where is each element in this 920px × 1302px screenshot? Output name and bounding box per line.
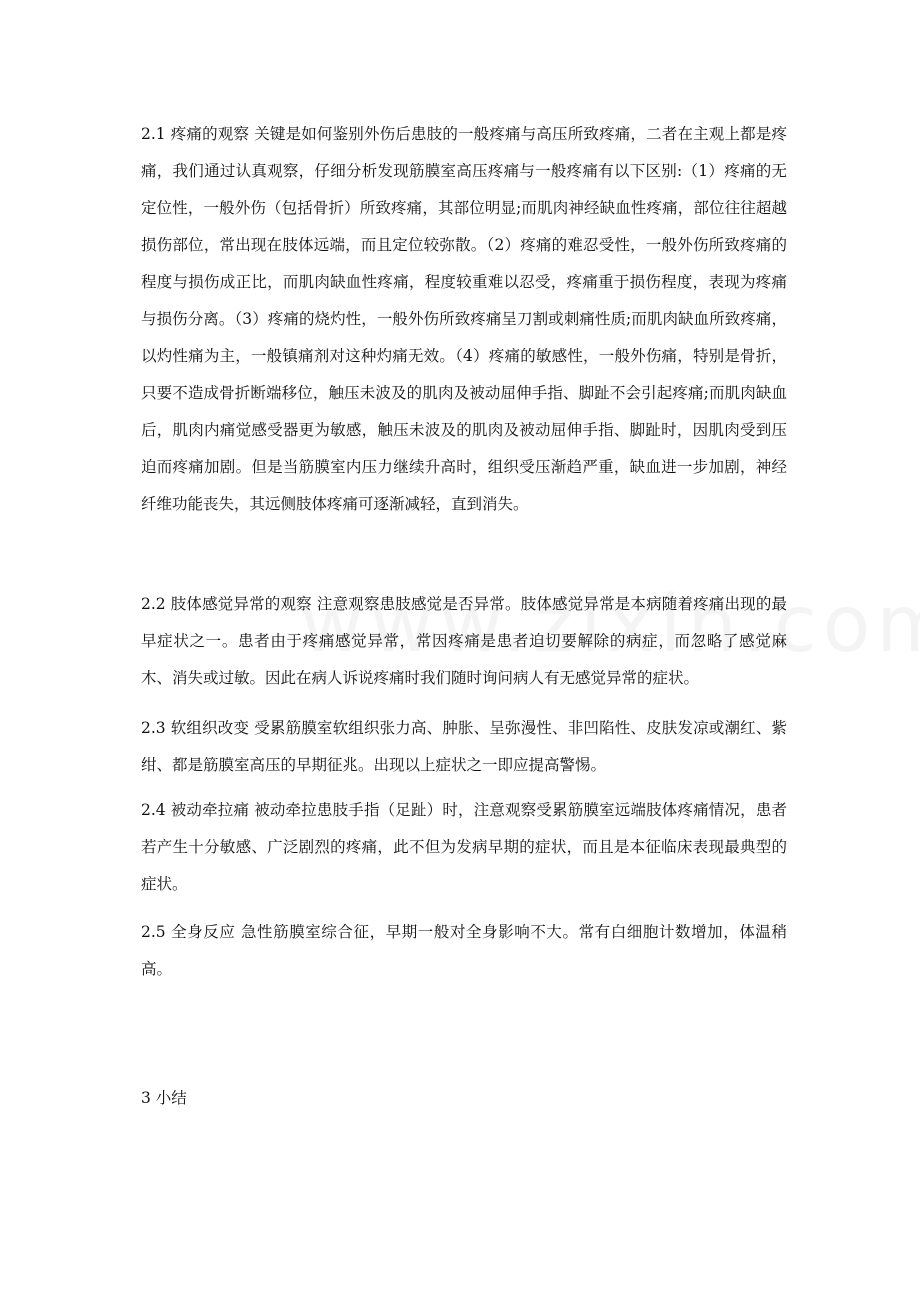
paragraph-2-1: 2.1 疼痛的观察 关键是如何鉴别外伤后患肢的一般疼痛与高压所致疼痛，二者在主观上都是疼痛，我们通过认真观察，仔细分析发现筋膜室高压疼痛与一般疼痛有以下区别:（1）疼痛的无定位性，一般外伤（包括骨折）所致疼痛，其部位明显;而肌肉神经缺血性疼痛，部位往往超越损伤部位，常出现在肢体远端，而且定位较弥散。（2）疼痛的难忍受性，一般外伤所致疼痛的程度与损伤成正比，而肌肉缺血性疼痛，程度较重难以忍受，疼痛重于损伤程度，表现为疼痛与损伤分离。（3）疼痛的烧灼性，一般外伤所致疼痛呈刀割或刺痛性质;而肌肉缺血所致疼痛，以灼性痛为主，一般镇痛剂对这种灼痛无效。（4）疼痛的敏感性，一般外伤痛，特别是骨折，只要不造成骨折断端移位，触压未波及的肌肉及被动屈伸手指、脚趾不会引起疼痛;而肌肉缺血后，肌肉内痛觉感受器更为敏感，触压未波及的肌肉及被动屈伸手指、脚趾时，因肌肉受到压迫而疼痛加剧。但是当筋膜室内压力继续升高时，组织受压渐趋严重，缺血进一步加剧，神经纤维功能丧失，其远侧肢体疼痛可逐渐减轻，直到消失。: [141, 125, 787, 513]
paragraph-2-5: 2.5 全身反应 急性筋膜室综合征，早期一般对全身影响不大。常有白细胞计数增加，体温稍高。: [141, 923, 787, 978]
paragraph-2-2: 2.2 肢体感觉异常的观察 注意观察患肢感觉是否异常。肢体感觉异常是本病随着疼痛出现的最早症状之一。患者由于疼痛感觉异常，常因疼痛是患者迫切要解除的病症，而忽略了感觉麻木、消失或过敏。因此在病人诉说疼痛时我们随时询问病人有无感觉异常的症状。: [141, 595, 787, 687]
paragraph-2-3: 2.3 软组织改变 受累筋膜室软组织张力高、肿胀、呈弥漫性、非凹陷性、皮肤发凉或潮红、紫绀、都是筋膜室高压的早期征兆。出现以上症状之一即应提高警惕。: [141, 719, 787, 774]
section-heading-summary: 3 小结: [141, 1089, 187, 1107]
paragraph-2-4: 2.4 被动牵拉痛 被动牵拉患肢手指（足趾）时，注意观察受累筋膜室远端肢体疼痛情况，患者若产生十分敏感、广泛剧烈的疼痛，此不但为发病早期的症状，而且是本征临床表现最典型的症状。: [141, 801, 787, 893]
